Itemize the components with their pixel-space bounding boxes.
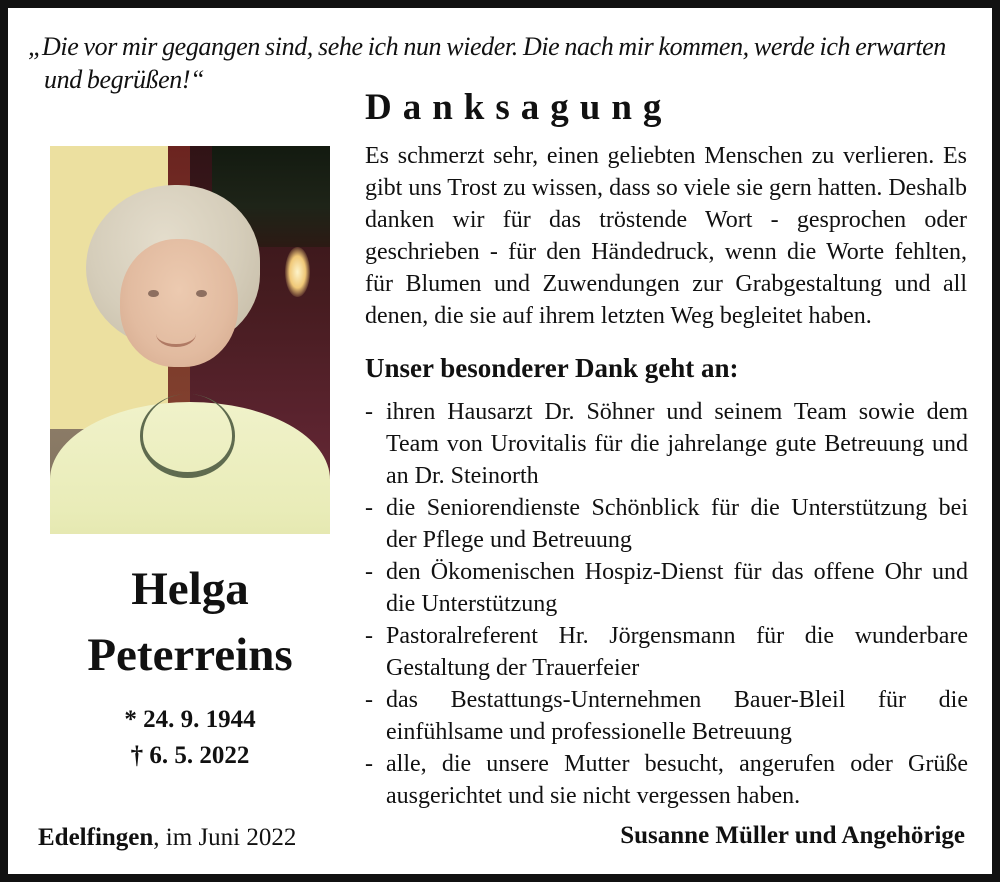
place-name: Edelfingen [38, 824, 154, 851]
deceased-last-name: Peterreins [87, 629, 293, 681]
list-item [365, 748, 968, 812]
list-item [365, 556, 968, 620]
quote-line-1: „Die vor mir gegangen sind, sehe ich nun wieder. Die nach mir kommen, werde ich erwarten [28, 32, 946, 61]
thanks-heading: Unser besonderer Dank geht an: [365, 353, 739, 383]
bullet-dash: - [365, 399, 373, 425]
list-item-text: Pastoralreferent Hr. Jörgensmann für die wunderbare Gestaltung der Trauerfeier [386, 623, 968, 681]
photo-person-smile [156, 321, 195, 347]
place-and-date [38, 824, 296, 852]
bullet-dash: - [365, 687, 373, 713]
list-item-text: ihren Hausarzt Dr. Söhner und seinem Team sowie dem Team von Urovitalis für die jahrelange gute Betreuung und an Dr. Steinorth [386, 399, 968, 489]
bullet-dash: - [365, 495, 373, 521]
portrait-photo [50, 146, 330, 534]
deceased-name [40, 556, 340, 688]
family-signature: Susanne Müller und Angehörige [620, 822, 965, 849]
list-item [365, 396, 968, 492]
life-dates [40, 702, 340, 774]
deceased-first-name: Helga [131, 563, 249, 615]
death-date: † 6. 5. 2022 [130, 742, 250, 769]
list-item-text: den Ökomenischen Hospiz-Dienst für das offene Ohr und die Unterstützung [386, 559, 968, 617]
list-item [365, 492, 968, 556]
bullet-dash: - [365, 559, 373, 585]
intro-paragraph: Es schmerzt sehr, einen geliebten Menschen zu verlieren. Es gibt uns Trost zu wissen, dass so viele sie gern hatten. Deshalb danken wir für das tröstende Wort - gesprochen oder geschrieben - für den Händedruck, wenn die Worte fehlten, für Blumen und Zuwendungen zur Grabgestaltung und all denen, die sie auf ihrem letzten Weg begleitet haben. [365, 143, 967, 329]
list-item [365, 620, 968, 684]
date-text: , im Juni 2022 [153, 824, 297, 851]
list-item [365, 684, 968, 748]
photo-person-necklace [140, 394, 236, 478]
quote-line-2: und begrüßen!“ [44, 65, 205, 94]
photo-person-face [120, 239, 238, 367]
bullet-dash: - [365, 751, 373, 777]
list-item-text: das Bestattungs-Unternehmen Bauer-Bleil für die einfühlsame und professionelle Betreuung [386, 687, 968, 745]
birth-date: * 24. 9. 1944 [124, 706, 256, 733]
photo-person-eye-right [196, 290, 207, 298]
page-title: Danksagung [365, 87, 673, 128]
list-item-text: die Seniorendienste Schönblick für die Unterstützung bei der Pflege und Betreuung [386, 495, 968, 553]
thanks-list [365, 396, 968, 812]
list-item-text: alle, die unsere Mutter besucht, angerufen oder Grüße ausgerichtet und sie nicht vergessen haben. [386, 751, 968, 809]
bullet-dash: - [365, 623, 373, 649]
